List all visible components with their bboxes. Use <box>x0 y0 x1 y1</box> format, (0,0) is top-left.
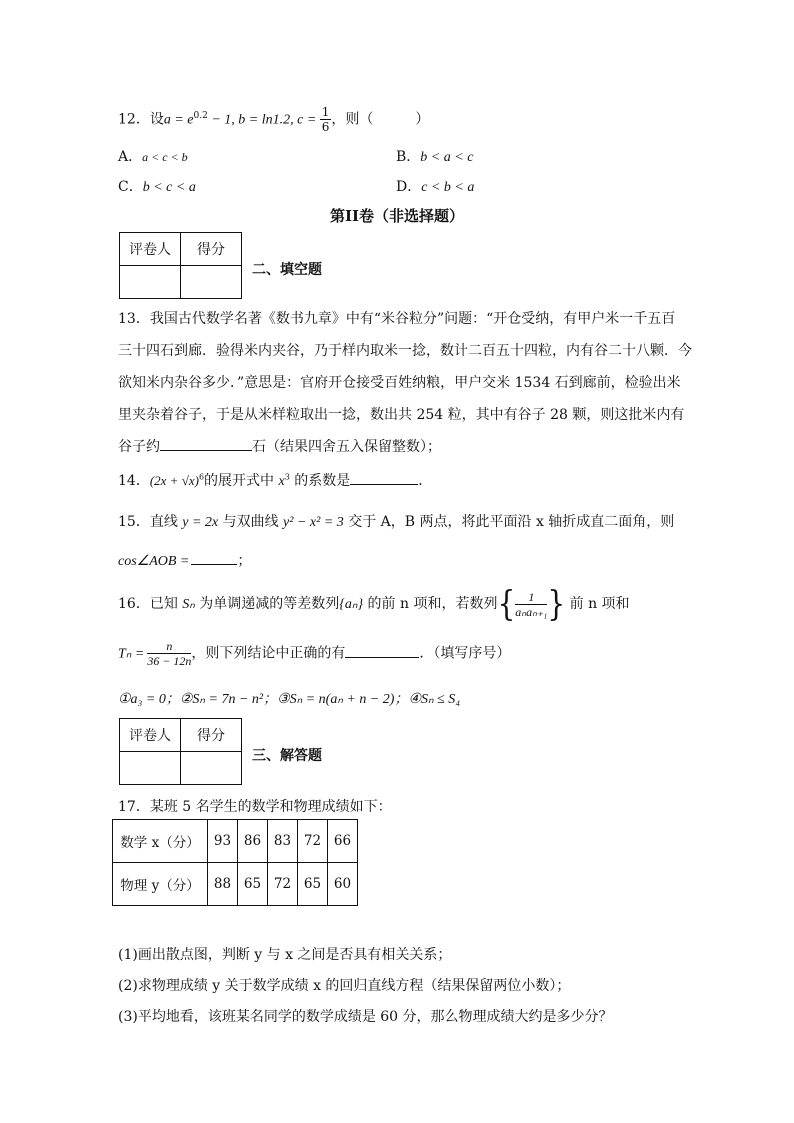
section2-title: 二、填空题 <box>252 262 322 278</box>
q16-tn: Tₙ = <box>118 646 145 662</box>
q16-answer-blank[interactable] <box>345 643 419 658</box>
q16-stem <box>118 582 630 624</box>
table-cell: 65 <box>298 863 328 906</box>
score-box-section3 <box>119 718 242 785</box>
q12-option-d-text: c < b < a <box>421 180 475 195</box>
q16-tn-fraction <box>147 640 191 667</box>
table-cell: 66 <box>328 820 358 863</box>
q13-line2: 三十四石到廊．验得米内夹谷，乃于样内取米一捻，数计二百五十四粒，内有谷二十八颗．今 <box>118 343 692 359</box>
q12-option-b-label: B． <box>396 149 421 165</box>
q14-stem <box>118 470 432 490</box>
q13-answer-blank[interactable] <box>160 436 252 451</box>
q13-line5-end: 石（结果四舍五入保留整数）； <box>252 439 441 455</box>
q12-option-b-text: b < a < c <box>420 150 474 165</box>
score-box2-score-label: 得分 <box>181 719 242 752</box>
q14-expression: (2x + √x) <box>149 473 199 488</box>
score-box2-grader-cell[interactable] <box>120 752 181 785</box>
table-row <box>113 863 358 906</box>
q12-option-d[interactable] <box>396 176 474 196</box>
q15-cos: cos∠AOB = <box>118 554 190 569</box>
q16-tail: ，则下列结论中正确的有 <box>191 645 346 662</box>
q15-line-eq: y = 2x <box>182 515 219 530</box>
q14-exponent: 6 <box>198 472 205 482</box>
q16-middle1: 为单调递减的等差数列 <box>194 596 340 612</box>
table-cell: 83 <box>268 820 298 863</box>
q12-stem <box>118 106 429 133</box>
q12-option-a-label: A． <box>118 149 143 165</box>
q12-option-b[interactable] <box>396 146 473 166</box>
table-row-label: 数学 x（分） <box>113 820 208 863</box>
q17-sub1: (1)画出散点图，判断 y 与 x 之间是否具有相关关系； <box>118 947 452 963</box>
table-cell: 65 <box>238 863 268 906</box>
q14-end: ． <box>418 473 433 489</box>
q15-hyperbola-eq: y² − x² = 3 <box>283 515 344 530</box>
q14-answer-blank[interactable] <box>350 470 418 485</box>
q17-score-table <box>112 819 358 906</box>
q12-option-c-label: C． <box>118 179 143 195</box>
q16-an: {aₙ} <box>339 597 364 612</box>
q15-end: ； <box>237 553 252 569</box>
q13-line4: 里夹杂着谷子，于是从米样粒取出一捻，数出共 254 粒，其中有谷子 28 颗，则这批米内有 <box>118 407 685 423</box>
q12-a-def: a = e <box>163 112 194 128</box>
q16-right-brace: } <box>547 582 566 624</box>
part2-title: 第II卷（非选择题） <box>329 207 465 225</box>
table-cell: 86 <box>238 820 268 863</box>
q13-line3: 欲知米内杂谷多少．”意思是：官府开仓接受百姓纳粮，甲户交米 1534 石到廊前，检验出米 <box>118 375 681 391</box>
q16-sn: Sₙ <box>182 597 195 612</box>
q14-tail: 的系数是 <box>289 473 351 489</box>
score-box2-grader-label: 评卷人 <box>120 719 181 752</box>
q12-prefix: 12．设 <box>118 111 164 128</box>
q16-tn-num: n <box>147 640 191 654</box>
q12-option-a[interactable] <box>118 146 188 166</box>
score-box2-score-cell[interactable] <box>181 752 242 785</box>
q12-suffix: ，则（ ） <box>331 111 430 128</box>
q12-option-c[interactable] <box>118 176 196 196</box>
q13-line1: 13．我国古代数学名著《数书九章》中有“米谷粒分”问题：“开仓受纳，有甲户米一千五百 <box>118 311 676 327</box>
table-cell: 72 <box>298 820 328 863</box>
q15-middle: 与双曲线 <box>218 514 284 530</box>
score-box-grader-cell[interactable] <box>120 266 181 299</box>
q15-line2 <box>118 550 251 570</box>
q16-options: ①a₃ = 0；②Sₙ = 7n − n²；③Sₙ = n(aₙ + n − 2)；④Sₙ ≤ S₄ <box>118 692 461 707</box>
q16-middle3: 前 n 项和 <box>565 596 630 612</box>
q13-line5-start: 谷子约 <box>118 439 160 455</box>
q12-option-a-text: a < c < b <box>142 150 188 164</box>
q14-prefix: 14． <box>118 473 150 489</box>
q16-line2 <box>118 640 510 667</box>
q15-prefix: 15．直线 <box>118 514 183 530</box>
q16-tn-den: 36 − 12n <box>147 654 192 668</box>
q17-sub3: (3)平均地看，该班某名同学的数学成绩是 60 分，那么物理成绩大约是多少分？ <box>118 1009 613 1025</box>
q12-option-c-text: b < c < a <box>142 180 196 195</box>
q16-reciprocal-fraction <box>515 591 547 618</box>
table-cell: 88 <box>208 863 238 906</box>
q17-intro: 17．某班 5 名学生的数学和物理成绩如下： <box>118 799 392 815</box>
q12-option-d-label: D． <box>396 179 422 195</box>
section3-title: 三、解答题 <box>252 748 322 764</box>
q15-stem <box>118 511 674 531</box>
q12-c-num: 1 <box>321 105 330 119</box>
q14-middle: 的展开式中 <box>204 473 279 489</box>
q12-c-fraction <box>320 106 332 133</box>
table-cell: 93 <box>208 820 238 863</box>
q15-tail: 交于 A，B 两点，将此平面沿 x 轴折成直二面角，则 <box>343 514 675 530</box>
score-box-section2 <box>119 232 242 299</box>
q14-x: x <box>278 474 285 489</box>
q13-line5 <box>118 436 441 456</box>
table-cell: 60 <box>328 863 358 906</box>
q16-end: ．（填写序号） <box>419 645 511 662</box>
table-row <box>113 820 358 863</box>
table-cell: 72 <box>268 863 298 906</box>
q16-frac-num: 1 <box>515 591 547 605</box>
q16-left-brace: { <box>497 582 516 624</box>
q12-a-tail: − 1, b = ln1.2, c = <box>207 112 320 128</box>
q16-frac-den: aₙaₙ₊₁ <box>515 604 548 619</box>
q17-sub2: (2)求物理成绩 y 关于数学成绩 x 的回归直线方程（结果保留两位小数）； <box>118 978 571 994</box>
q12-c-den: 6 <box>321 120 330 134</box>
q16-middle2: 的前 n 项和，若数列 <box>363 596 498 612</box>
score-box-score-cell[interactable] <box>181 266 242 299</box>
q14-x-exponent: 3 <box>284 472 290 482</box>
score-box-score-label: 得分 <box>181 233 242 266</box>
q16-prefix: 16．已知 <box>118 596 183 612</box>
table-row-label: 物理 y（分） <box>113 863 208 906</box>
q15-answer-blank[interactable] <box>191 550 237 565</box>
q12-a-exp: 0.2 <box>193 110 208 121</box>
score-box-grader-label: 评卷人 <box>120 233 181 266</box>
